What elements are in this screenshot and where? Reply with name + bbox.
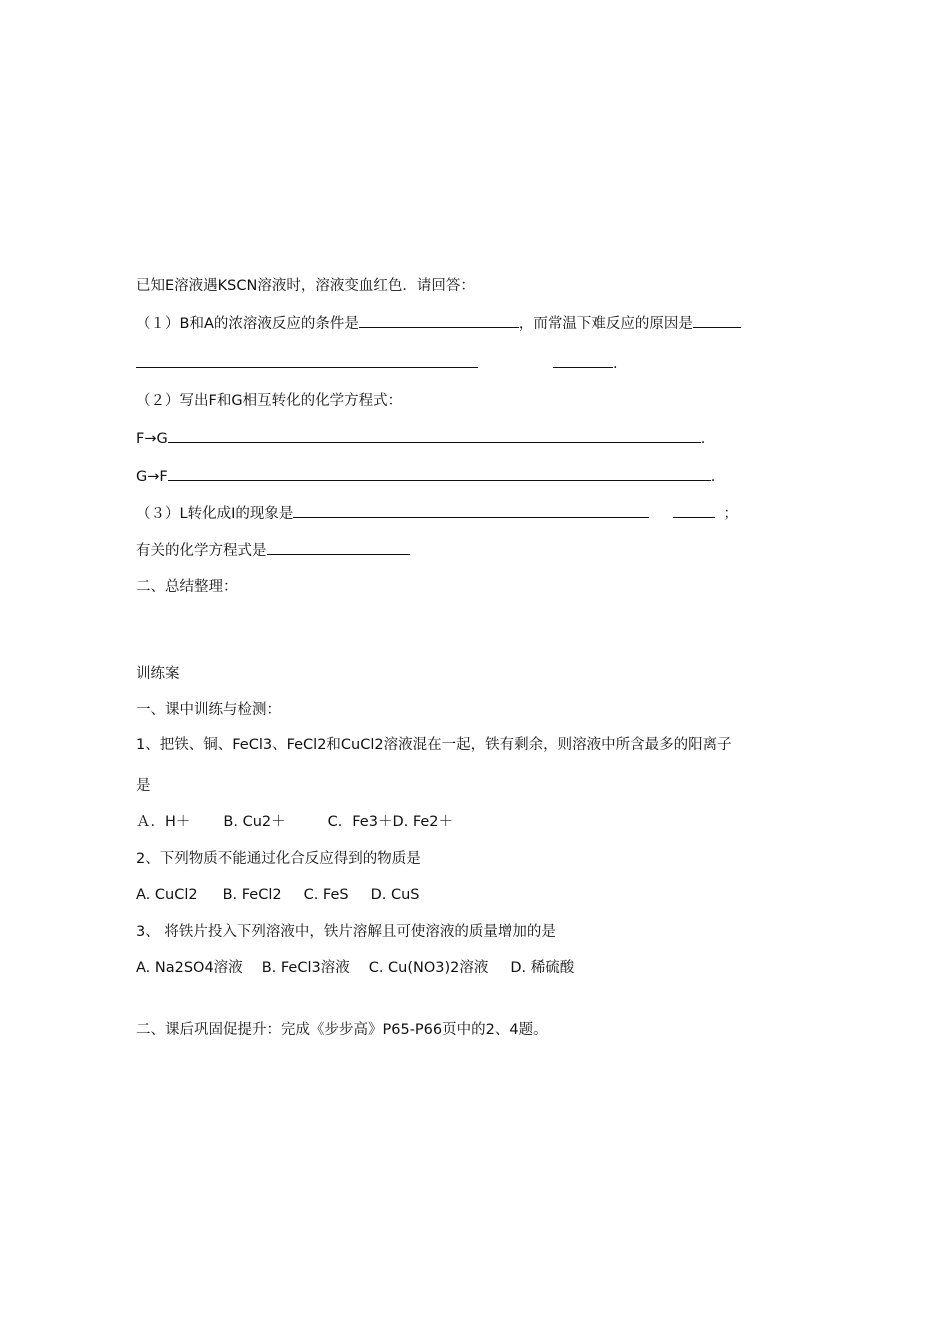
- question-3-equation-label: 有关的化学方程式是: [136, 543, 267, 559]
- question-1-blank-reason-end[interactable]: [553, 353, 613, 368]
- question-2-fg-line: [136, 428, 705, 449]
- question-2-gf-line: [136, 466, 715, 487]
- section-2-text: 二、课后巩固促提升：完成《步步高》P65-P66页中的2、4题。: [136, 1022, 548, 1038]
- question-2-text: （２）写出F和G相互转化的化学方程式：: [136, 393, 403, 409]
- question-1-middle: ，而常温下难反应的原因是: [518, 316, 693, 332]
- question-3-equation-blank[interactable]: [267, 540, 410, 555]
- gf-label: G→F: [136, 469, 168, 485]
- item-2-option-c[interactable]: C. FeS: [303, 887, 349, 903]
- item-1-option-b[interactable]: B. Cu2＋: [223, 814, 286, 830]
- item-3-options: [136, 958, 574, 978]
- question-1-blank-condition[interactable]: [359, 313, 519, 328]
- fg-end: .: [700, 431, 706, 447]
- item-3-option-c[interactable]: C. Cu(NO3)2溶液: [368, 960, 489, 976]
- gf-end: .: [710, 469, 716, 485]
- item-2-text: 2、下列物质不能通过化合反应得到的物质是: [136, 851, 421, 867]
- summary-heading: 二、总结整理：: [136, 579, 238, 595]
- question-1-line: [136, 313, 741, 334]
- item-2-options: [136, 885, 420, 905]
- question-3-blank-phenomenon-end[interactable]: [673, 503, 715, 518]
- item-1-option-a[interactable]: Ａ．H＋: [136, 814, 191, 830]
- item-1-text-cont: 是: [136, 778, 151, 794]
- question-3-end: ；: [723, 506, 738, 522]
- item-3-text: 3、 将铁片投入下列溶液中，铁片溶解且可使溶液的质量增加的是: [136, 924, 556, 940]
- question-1-prefix: （１）B和A的浓溶液反应的条件是: [136, 316, 359, 332]
- gf-equation-blank[interactable]: [168, 466, 711, 481]
- item-3-option-d[interactable]: D. 稀硫酸: [510, 960, 575, 976]
- item-2-option-b[interactable]: B. FeCl2: [222, 887, 282, 903]
- question-3-prefix: （３）L转化成I的现象是: [136, 506, 294, 522]
- item-1-option-cd[interactable]: C．Fe3＋D. Fe2＋: [327, 814, 454, 830]
- question-1-end: .: [613, 356, 618, 372]
- question-1-blank-reason[interactable]: [136, 353, 478, 368]
- question-3-line: [136, 503, 738, 524]
- item-1-options: [136, 812, 453, 832]
- fg-equation-blank[interactable]: [168, 428, 701, 443]
- question-3-blank-phenomenon[interactable]: [293, 503, 649, 518]
- question-intro: 已知E溶液遇KSCN溶液时，溶液变血红色．请回答：: [136, 278, 475, 294]
- item-1-text: 1、把铁、铜、FeCl3、FeCl2和CuCl2溶液混在一起，铁有剩余，则溶液中所含最多的阳离子: [136, 737, 732, 753]
- fg-label: F→G: [136, 431, 168, 447]
- question-3-equation-line: [136, 540, 410, 561]
- question-1-blank-reason-start[interactable]: [693, 313, 741, 328]
- item-3-option-b[interactable]: B. FeCl3溶液: [261, 960, 350, 976]
- item-2-option-a[interactable]: A. CuCl2: [136, 887, 198, 903]
- item-2-option-d[interactable]: D. CuS: [370, 887, 420, 903]
- question-1-continuation: [136, 353, 618, 374]
- section-1-heading: 一、课中训练与检测：: [136, 702, 281, 718]
- item-3-option-a[interactable]: A. Na2SO4溶液: [136, 960, 243, 976]
- training-title: 训练案: [136, 666, 180, 682]
